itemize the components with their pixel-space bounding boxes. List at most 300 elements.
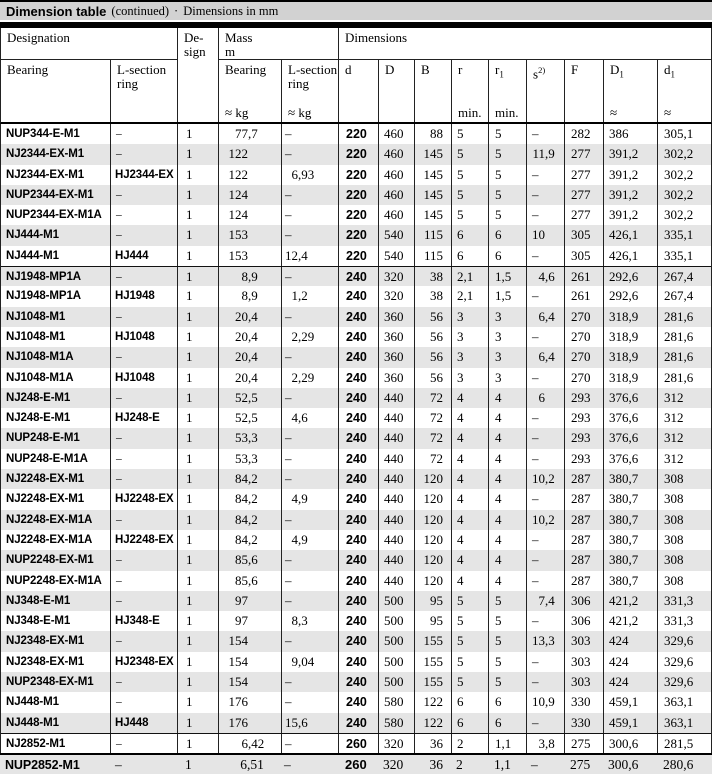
cell-B: 145 — [415, 205, 452, 225]
cell-lring: HJ2344-EX — [111, 165, 178, 185]
cell-d: 240 — [339, 368, 379, 388]
cell-design: 1 — [178, 144, 219, 164]
cell-r1: 1,5 — [489, 286, 527, 306]
cell-r1: 5 — [489, 165, 527, 185]
cell-design: 1 — [185, 757, 192, 773]
cell-bearing: NUP344-E-M1 — [1, 124, 111, 144]
cell-lring: HJ444 — [111, 246, 178, 266]
cell-design: 1 — [178, 124, 219, 144]
cell-r1: 1,1 — [489, 734, 527, 753]
cell-d: 220 — [339, 185, 379, 205]
column-header-d: d — [339, 60, 379, 122]
cell-r: 5 — [452, 652, 489, 672]
cell-lring: – — [111, 388, 178, 408]
cell-mass-lring: – — [284, 757, 291, 773]
cell-d: 240 — [339, 286, 379, 306]
table-row — [1, 469, 711, 489]
column-headers — [0, 28, 712, 124]
cell-r1: 4 — [489, 428, 527, 448]
cell-F: 287 — [565, 489, 604, 509]
cell-mass-bearing: 20 ,4 — [219, 327, 282, 347]
cell-s: – — [527, 327, 565, 347]
cell-bearing: NUP2344-EX-M1A — [1, 205, 111, 225]
cell-r1: 5 — [489, 185, 527, 205]
cell-d1: 329,6 — [664, 653, 694, 669]
cell-d1: 331,3 — [664, 592, 694, 608]
table-row — [1, 489, 711, 509]
column-header-d1: $d_1$ ≈ — [664, 62, 675, 120]
table-row — [1, 571, 711, 591]
cell-design: 1 — [178, 611, 219, 631]
cell-lring: – — [111, 550, 178, 570]
cell-r: 4 — [452, 388, 489, 408]
cell-r: 4 — [452, 530, 489, 550]
cell-lring: – — [111, 124, 178, 144]
cell-mass-lring: – — [282, 449, 339, 469]
cell-F: 277 — [565, 205, 604, 225]
cell-mass-lring: – — [282, 185, 339, 205]
cell-bearing: NJ2248-EX-M1 — [1, 469, 111, 489]
cell-D1: 376,6 — [604, 388, 658, 408]
cell-F: 275 — [570, 757, 591, 773]
cell-s: – — [527, 489, 565, 509]
cell-D: 540 — [379, 246, 415, 266]
cell-s: – — [527, 571, 565, 591]
cell-r1: 4 — [489, 571, 527, 591]
cell-r1: 3 — [489, 307, 527, 327]
cell-D1: 380,7 — [604, 530, 658, 550]
cell-r: 2 — [456, 757, 463, 773]
cell-mass-bearing: 97 — [219, 591, 282, 611]
cell-d: 220 — [339, 144, 379, 164]
cell-B: 155 — [415, 631, 452, 651]
cell-D: 500 — [379, 611, 415, 631]
cell-r: 3 — [452, 368, 489, 388]
title-units-note: Dimensions in mm — [183, 3, 279, 18]
cell-design: 1 — [178, 692, 219, 712]
cell-s: – — [527, 185, 565, 205]
column-header-s: $s^{2)}$ — [527, 60, 565, 122]
cell-r: 6 — [452, 713, 489, 733]
table-row — [1, 550, 711, 570]
cell-F: 306 — [565, 591, 604, 611]
cell-F: 330 — [565, 713, 604, 733]
cell-D1: 391,2 — [604, 144, 658, 164]
title-bar — [0, 0, 712, 20]
cell-F: 270 — [565, 307, 604, 327]
cell-lring: – — [111, 449, 178, 469]
cell-bearing: NJ1048-M1A — [1, 368, 111, 388]
cell-B: 56 — [415, 307, 452, 327]
cell-d: 220 — [339, 205, 379, 225]
cell-B: 120 — [415, 489, 452, 509]
cell-d: 220 — [339, 246, 379, 266]
cell-r1: 6 — [489, 692, 527, 712]
cell-r1: 5 — [489, 652, 527, 672]
cell-mass-lring: 4 ,9 — [282, 530, 339, 550]
cell-D: 460 — [379, 144, 415, 164]
cell-design: 1 — [178, 307, 219, 327]
cell-F: 303 — [565, 652, 604, 672]
cell-mass-lring: 2 ,29 — [282, 368, 339, 388]
column-header-r1: $r_1$ min. — [489, 60, 527, 122]
cell-d: 240 — [339, 347, 379, 367]
cell-r: 5 — [452, 144, 489, 164]
cell-r1: 3 — [489, 368, 527, 388]
cell-D1: 421,2 — [604, 611, 658, 631]
cell-mass-bearing: 84 ,2 — [219, 530, 282, 550]
cell-bearing: NUP2852-M1 — [5, 758, 80, 773]
cell-d: 240 — [339, 428, 379, 448]
cell-mass-lring: – — [282, 307, 339, 327]
cell-r1: 5 — [489, 144, 527, 164]
cell-d: 260 — [339, 734, 379, 753]
cell-F: 277 — [565, 185, 604, 205]
cell-d: 260 — [345, 757, 367, 773]
cell-lring: HJ448 — [111, 713, 178, 733]
cell-d1: 308 — [664, 511, 684, 527]
cell-d1: 302,2 — [664, 146, 694, 162]
cell-mass-bearing: 97 — [219, 611, 282, 631]
cell-d: 240 — [339, 267, 379, 286]
cell-s: 6 — [527, 388, 565, 408]
cell-mass-bearing: 84 ,2 — [219, 489, 282, 509]
cell-r1: 3 — [489, 347, 527, 367]
cell-d: 240 — [339, 489, 379, 509]
cell-mass-lring: – — [282, 428, 339, 448]
cell-d: 220 — [339, 124, 379, 144]
table-row — [1, 286, 711, 306]
cell-lring: – — [111, 469, 178, 489]
cell-D1: 300,6 — [604, 734, 658, 753]
cell-d1: 267,4 — [664, 288, 694, 304]
cell-bearing: NJ348-E-M1 — [1, 611, 111, 631]
cell-design: 1 — [178, 571, 219, 591]
cell-d1: 302,2 — [664, 166, 694, 182]
cell-mass-bearing: 20 ,4 — [219, 368, 282, 388]
cell-d: 240 — [339, 591, 379, 611]
cell-mass-bearing: 6 ,51 — [240, 757, 264, 773]
cell-F: 330 — [565, 692, 604, 712]
cell-D1: 376,6 — [604, 408, 658, 428]
column-header-B: B — [415, 60, 452, 122]
cell-D: 440 — [379, 571, 415, 591]
cell-F: 287 — [565, 571, 604, 591]
cell-F: 293 — [565, 388, 604, 408]
cell-D: 580 — [379, 692, 415, 712]
cell-bearing: NJ2344-EX-M1 — [1, 144, 111, 164]
cell-D1: 459,1 — [604, 713, 658, 733]
cell-bearing: NUP2248-EX-M1A — [1, 571, 111, 591]
cell-r: 6 — [452, 246, 489, 266]
cell-s: – — [527, 205, 565, 225]
cell-B: 120 — [415, 469, 452, 489]
cell-r1: 5 — [489, 672, 527, 692]
cell-bearing: NJ2348-EX-M1 — [1, 631, 111, 651]
cell-D1: 380,7 — [604, 469, 658, 489]
cell-d: 240 — [339, 672, 379, 692]
cell-B: 36 — [429, 757, 443, 773]
cell-lring: – — [111, 692, 178, 712]
cell-D1: 391,2 — [604, 165, 658, 185]
cell-design: 1 — [178, 550, 219, 570]
table-row — [1, 530, 711, 550]
cell-r1: 5 — [489, 631, 527, 651]
cell-D1: 376,6 — [604, 449, 658, 469]
cell-mass-bearing: 85 ,6 — [219, 550, 282, 570]
cell-mass-lring: 4 ,6 — [282, 408, 339, 428]
table-row — [1, 631, 711, 651]
cell-design: 1 — [178, 489, 219, 509]
cell-bearing: NJ1048-M1A — [1, 347, 111, 367]
cell-mass-bearing: 85 ,6 — [219, 571, 282, 591]
cell-D1: 380,7 — [604, 510, 658, 530]
cell-mass-lring: 8 ,3 — [282, 611, 339, 631]
column-header-dimensions: Dimensions — [339, 28, 711, 60]
cell-D1: 424 — [604, 672, 658, 692]
cell-mass-lring: 15 ,6 — [282, 713, 339, 733]
cell-d1: 363,1 — [664, 694, 694, 710]
cell-r: 5 — [452, 185, 489, 205]
cell-B: 36 — [415, 734, 452, 753]
cell-mass-lring: 2 ,29 — [282, 327, 339, 347]
table-row — [1, 307, 711, 327]
cell-d1: 302,2 — [664, 186, 694, 202]
cell-F: 287 — [565, 530, 604, 550]
cell-D: 540 — [379, 225, 415, 245]
cell-bearing: NJ248-E-M1 — [1, 388, 111, 408]
cell-mass-bearing: 122 — [219, 144, 282, 164]
cell-D1: 459,1 — [604, 692, 658, 712]
cell-d1: 329,6 — [664, 674, 694, 690]
cell-bearing: NJ248-E-M1 — [1, 408, 111, 428]
table-row — [1, 185, 711, 205]
cell-d1: 308 — [664, 471, 684, 487]
cell-s: – — [527, 165, 565, 185]
cell-F: 303 — [565, 672, 604, 692]
cell-r1: 1,1 — [494, 757, 511, 773]
cell-d1: 281,6 — [664, 308, 694, 324]
cell-lring: – — [111, 672, 178, 692]
cell-mass-bearing: 176 — [219, 692, 282, 712]
cell-bearing: NJ2248-EX-M1A — [1, 510, 111, 530]
cell-s: 13 ,3 — [527, 631, 565, 651]
cell-B: 145 — [415, 165, 452, 185]
cell-D: 440 — [379, 530, 415, 550]
table-row — [1, 327, 711, 347]
title-continued: (continued) — [111, 3, 170, 18]
cell-B: 72 — [415, 388, 452, 408]
cell-r1: 4 — [489, 489, 527, 509]
cell-D1: 292,6 — [604, 267, 658, 286]
cell-B: 72 — [415, 408, 452, 428]
table-row — [1, 124, 711, 144]
cell-D1: 380,7 — [604, 571, 658, 591]
cell-d1: 308 — [664, 572, 684, 588]
cell-D1: 426,1 — [604, 246, 658, 266]
cell-d: 240 — [339, 611, 379, 631]
cell-bearing: NJ348-E-M1 — [1, 591, 111, 611]
cell-r1: 5 — [489, 124, 527, 144]
cell-mass-lring: – — [282, 550, 339, 570]
cell-F: 287 — [565, 510, 604, 530]
cell-r: 5 — [452, 672, 489, 692]
cell-lring: – — [111, 571, 178, 591]
table-row — [1, 165, 711, 185]
cell-mass-bearing: 176 — [219, 713, 282, 733]
table-row — [1, 672, 711, 692]
cell-lring: HJ248-E — [111, 408, 178, 428]
cell-d1: 335,1 — [664, 227, 694, 243]
cell-d: 220 — [339, 165, 379, 185]
cell-r: 4 — [452, 489, 489, 509]
cell-mass-bearing: 153 — [219, 246, 282, 266]
cell-bearing: NJ448-M1 — [1, 713, 111, 733]
cell-lring: HJ1048 — [111, 368, 178, 388]
column-header-D1: $D_1$ ≈ — [604, 60, 658, 122]
cell-r1: 6 — [489, 246, 527, 266]
cell-d1: 308 — [664, 491, 684, 507]
cell-d1: 281,5 — [664, 735, 694, 751]
cell-lring: HJ2348-EX — [111, 652, 178, 672]
cell-lring: – — [111, 510, 178, 530]
cell-d1: 281,6 — [664, 369, 694, 385]
cell-bearing: NJ2344-EX-M1 — [1, 165, 111, 185]
cell-d: 240 — [339, 510, 379, 530]
cell-F: 270 — [565, 327, 604, 347]
cell-r: 4 — [452, 550, 489, 570]
cell-r1: 6 — [489, 713, 527, 733]
cell-D: 500 — [379, 631, 415, 651]
cell-mass-lring: – — [282, 591, 339, 611]
cell-design: 1 — [178, 449, 219, 469]
table-row — [1, 408, 711, 428]
cell-bearing: NJ2852-M1 — [1, 734, 111, 753]
cell-mass-bearing: 124 — [219, 205, 282, 225]
cell-r1: 4 — [489, 530, 527, 550]
cell-d1: 335,1 — [664, 247, 694, 263]
cell-mass-bearing: 8 ,9 — [219, 267, 282, 286]
cell-mass-bearing: 124 — [219, 185, 282, 205]
cell-D: 360 — [379, 307, 415, 327]
cell-r: 4 — [452, 510, 489, 530]
cell-r: 4 — [452, 571, 489, 591]
cell-s: – — [527, 408, 565, 428]
cell-bearing: NJ1948-MP1A — [1, 286, 111, 306]
cell-s: – — [527, 449, 565, 469]
cell-d1: 281,6 — [664, 328, 694, 344]
cell-bearing: NJ1948-MP1A — [1, 267, 111, 286]
cell-bearing: NJ444-M1 — [1, 225, 111, 245]
table-row — [1, 591, 711, 611]
cell-r1: 5 — [489, 205, 527, 225]
cell-r: 6 — [452, 225, 489, 245]
cell-design: 1 — [178, 428, 219, 448]
cell-mass-bearing: 20 ,4 — [219, 347, 282, 367]
cell-d: 240 — [339, 530, 379, 550]
cell-D1: 391,2 — [604, 185, 658, 205]
cell-s: – — [527, 550, 565, 570]
cell-d: 240 — [339, 388, 379, 408]
cell-r: 5 — [452, 611, 489, 631]
cell-design: 1 — [178, 713, 219, 733]
cell-r1: 6 — [489, 225, 527, 245]
cell-F: 261 — [565, 286, 604, 306]
cell-r1: 1,5 — [489, 267, 527, 286]
cell-D: 460 — [379, 205, 415, 225]
cell-design: 1 — [178, 652, 219, 672]
cell-D1: 391,2 — [604, 205, 658, 225]
cell-s: – — [527, 124, 565, 144]
cell-s: 4 ,6 — [527, 267, 565, 286]
cell-r1: 3 — [489, 327, 527, 347]
cell-d: 240 — [339, 550, 379, 570]
cell-d: 220 — [339, 225, 379, 245]
cell-s: 10 ,9 — [527, 692, 565, 712]
cell-D: 440 — [379, 510, 415, 530]
cell-design: 1 — [178, 286, 219, 306]
cell-D: 440 — [379, 550, 415, 570]
cell-B: 38 — [415, 267, 452, 286]
cell-D1: 380,7 — [604, 550, 658, 570]
cell-s: – — [527, 672, 565, 692]
table-row — [1, 144, 711, 164]
cell-r: 4 — [452, 449, 489, 469]
cell-B: 56 — [415, 327, 452, 347]
cell-lring: – — [111, 144, 178, 164]
table-row — [1, 652, 711, 672]
cell-d1: 312 — [664, 389, 684, 405]
cell-r: 5 — [452, 631, 489, 651]
cell-mass-bearing: 154 — [219, 652, 282, 672]
cell-d: 240 — [339, 469, 379, 489]
cell-s: 11 ,9 — [527, 144, 565, 164]
cell-s: – — [527, 246, 565, 266]
cell-r: 5 — [452, 205, 489, 225]
cell-r: 5 — [452, 591, 489, 611]
cell-D: 360 — [379, 347, 415, 367]
cell-r: 4 — [452, 408, 489, 428]
cell-design: 1 — [178, 205, 219, 225]
cell-design: 1 — [178, 591, 219, 611]
cell-d1: 305,1 — [664, 126, 694, 141]
cell-mass-lring: – — [282, 267, 339, 286]
cell-D1: 380,7 — [604, 489, 658, 509]
cell-design: 1 — [178, 408, 219, 428]
cell-d1: 312 — [664, 450, 684, 466]
column-header-mass-bearing: Bearing ≈ kg — [219, 60, 282, 122]
column-header-design: De- sign — [178, 28, 219, 122]
cell-s: – — [527, 368, 565, 388]
cell-design: 1 — [178, 734, 219, 753]
cell-lring: – — [111, 347, 178, 367]
cell-F: 282 — [565, 124, 604, 144]
cell-lring: – — [111, 185, 178, 205]
cell-F: 306 — [565, 611, 604, 631]
cell-D: 460 — [379, 124, 415, 144]
cell-D1: 318,9 — [604, 307, 658, 327]
cell-r1: 4 — [489, 388, 527, 408]
cell-d: 240 — [339, 449, 379, 469]
footer-row — [0, 755, 712, 774]
cell-lring: HJ348-E — [111, 611, 178, 631]
table-row — [1, 713, 711, 733]
table-row — [1, 510, 711, 530]
cell-F: 277 — [565, 165, 604, 185]
cell-lring: – — [111, 734, 178, 753]
cell-s: 10 ,2 — [527, 469, 565, 489]
column-header-mass-l-section-ring: L-section ring ≈ kg — [282, 60, 339, 122]
